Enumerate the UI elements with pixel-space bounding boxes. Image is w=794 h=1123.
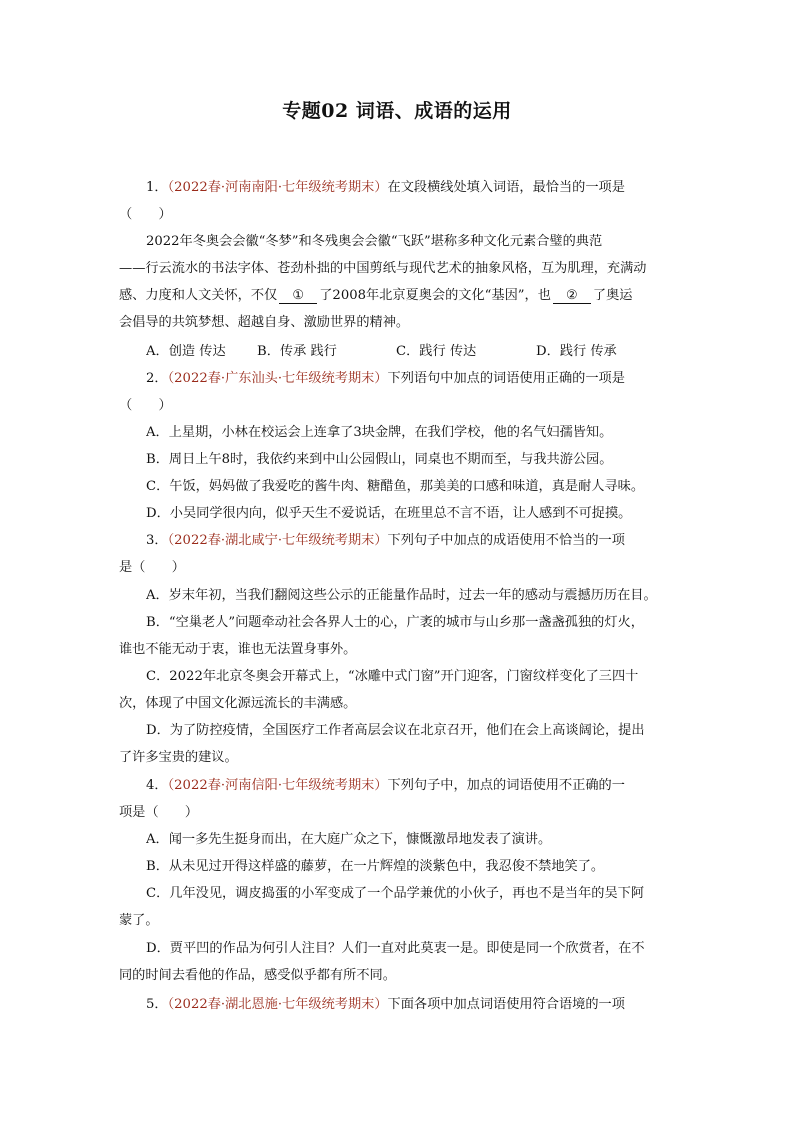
option-d: D．贾平凹的作品为何引人注目？人们一直对此莫衷一是。即使是同一个欣赏者，在不 (146, 941, 645, 956)
option-d-cont: 了许多宝贵的建议。 (119, 750, 238, 765)
option-d: D．践行 传承 (536, 344, 617, 359)
option-a: A．闻一多先生挺身而出，在大庭广众之下，慷慨激昂地发表了演讲。 (146, 832, 552, 847)
question-text: 下列句子中加点的成语使用不恰当的一项 (387, 533, 625, 548)
passage-line: ——行云流水的书法字体、苍劲朴拙的中国剪纸与现代艺术的抽象风格，互为肌理，充满动 (119, 261, 647, 276)
page-title: 专题02 词语、成语的运用 (282, 100, 512, 122)
blank-1: ① (279, 289, 317, 304)
question-number: 5． (146, 997, 168, 1012)
option-b-cont: 谁也不能无动于衷，谁也无法置身事外。 (119, 642, 357, 657)
option-c: C．午饭，妈妈做了我爱吃的酱牛肉、糖醋鱼，那美美的口感和味道，真是耐人寻味。 (146, 479, 645, 494)
passage-text: 了2008年北京夏奥会的文化“基因”，也 (319, 288, 551, 303)
answer-paren: （ ） (119, 207, 172, 222)
question-text: 项是（ ） (119, 805, 199, 820)
option-a: A．创造 传达 (146, 344, 226, 359)
question-number: 1． (146, 180, 168, 195)
question-3-stem (146, 532, 678, 550)
option-b: B．从未见过开得这样盛的藤萝，在一片辉煌的淡紫色中，我忍俊不禁地笑了。 (146, 859, 605, 874)
blank-2: ② (553, 289, 591, 304)
option-d: D．为了防控疫情，全国医疗工作者高层会议在北京召开，他们在会上高谈阔论，提出 (146, 723, 645, 738)
option-a: A．岁末年初，当我们翻阅这些公示的正能量作品时，过去一年的感动与震撼历历在目。 (146, 588, 657, 603)
question-text: 下列句子中，加点的词语使用不正确的一 (387, 778, 625, 793)
options-row (146, 343, 678, 361)
passage-line: 2022年冬奥会会徽“冬梦”和冬残奥会会徽“飞跃”堪称多种文化元素合璧的典范 (146, 234, 603, 249)
option-b: B．传承 践行 (257, 344, 337, 359)
option-c: C．践行 传达 (396, 344, 477, 359)
passage-line (119, 287, 679, 305)
question-text: 下面各项中加点词语使用符合语境的一项 (387, 997, 625, 1012)
answer-paren: （ ） (119, 398, 172, 413)
question-2-stem (146, 370, 678, 388)
question-number: 2． (146, 371, 168, 386)
option-d: D．小吴同学很内向，似乎天生不爱说话，在班里总不言不语，让人感到不可捉摸。 (146, 506, 632, 521)
question-text: 下列语句中加点的词语使用正确的一项是 (387, 371, 625, 386)
option-b: B．周日上午8时，我依约来到中山公园假山，同桌也不期而至，与我共游公园。 (146, 452, 613, 467)
question-source: （2022春·河南信阳·七年级统考期末） (167, 778, 388, 793)
question-number: 3． (146, 533, 168, 548)
option-c: C．2022年北京冬奥会开幕式上，“冰雕中式门窗”开门迎客，门窗纹样变化了三四十 (146, 669, 639, 684)
passage-text: 感、力度和人文关怀，不仅 (119, 288, 278, 303)
question-text: 在文段横线处填入词语，最恰当的一项是 (387, 180, 625, 195)
question-4-stem (146, 777, 678, 795)
option-b: B．“空巢老人”问题牵动社会各界人士的心，广袤的城市与山乡那一盏盏孤独的灯火， (146, 615, 644, 630)
passage-text: 了奥运 (592, 288, 633, 303)
option-a: A．上星期，小林在校运会上连拿了3块金牌，在我们学校，他的名气妇孺皆知。 (146, 425, 613, 440)
question-source: （2022春·河南南阳·七年级统考期末） (167, 180, 388, 195)
question-source: （2022春·湖北恩施·七年级统考期末） (167, 997, 388, 1012)
option-d-cont: 同的时间去看他的作品，感受似乎都有所不同。 (119, 968, 396, 983)
question-1-stem (146, 179, 678, 197)
option-c-cont: 次，体现了中国文化源远流长的丰满感。 (119, 696, 357, 711)
question-text: 是（ ） (119, 560, 185, 575)
question-source: （2022春·广东汕头·七年级统考期末） (167, 371, 388, 386)
question-number: 4． (146, 778, 168, 793)
question-source: （2022春·湖北咸宁·七年级统考期末） (167, 533, 388, 548)
option-c: C．几年没见，调皮捣蛋的小军变成了一个品学兼优的小伙子，再也不是当年的吴下阿 (146, 886, 645, 901)
option-c-cont: 蒙了。 (119, 913, 159, 928)
question-5-stem (146, 996, 678, 1014)
passage-line: 会倡导的共筑梦想、超越自身、激励世界的精神。 (119, 315, 410, 330)
